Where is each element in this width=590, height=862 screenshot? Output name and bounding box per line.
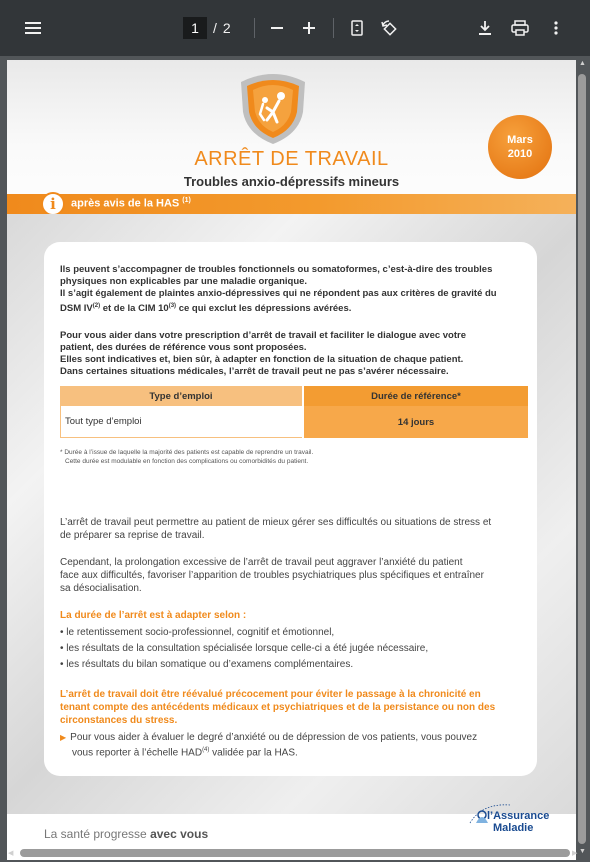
table-header-row xyxy=(60,386,528,406)
document-viewport xyxy=(0,56,590,862)
toolbar-divider xyxy=(333,18,334,38)
list-item: • les résultats du bilan somatique ou d’examens complémentaires. xyxy=(60,659,354,670)
had-text: validée par la HAS. xyxy=(209,747,298,759)
scroll-left-arrow[interactable]: ◀ xyxy=(8,850,14,857)
date-badge xyxy=(488,115,552,179)
page-total: 2 xyxy=(222,20,231,36)
table-header-employment: Type d’emploi xyxy=(60,386,302,406)
am-line: Maladie xyxy=(493,822,534,834)
page-number-input[interactable]: 1 xyxy=(183,17,207,39)
zoom-in-icon[interactable] xyxy=(299,18,319,38)
scroll-right-arrow[interactable]: ▶ xyxy=(572,850,578,857)
table-row xyxy=(60,406,528,438)
intro-line: physiques non explicables par une maladie organique. xyxy=(60,276,308,287)
print-icon[interactable] xyxy=(510,18,530,38)
info-icon: i xyxy=(41,192,65,216)
page-separator: / xyxy=(213,20,217,36)
pdf-toolbar xyxy=(0,0,590,56)
body-line: face aux difficultés, favoriser l’apparition de troubles psychiatriques plus spécifiques et entraîner xyxy=(60,570,484,581)
date-badge-month: Mars xyxy=(507,134,533,146)
benefit-paragraph xyxy=(60,516,491,542)
ref-3: (3) xyxy=(168,303,177,309)
footnote-line: Cette durée est modulable en fonction des complications ou comorbidités du patient. xyxy=(65,458,309,465)
intro-line: Il s’agit également de plaintes anxio-dépressives qui ne répondent pas aux critères de gravité du xyxy=(60,288,497,299)
reevaluation-heading xyxy=(60,688,495,727)
date-badge-year: 2010 xyxy=(507,148,533,160)
arrow-icon: ▶ xyxy=(60,733,67,742)
table-header-duration: Durée de référence* xyxy=(302,386,528,406)
risk-paragraph xyxy=(60,556,484,595)
duration-table xyxy=(60,386,528,438)
zoom-out-icon[interactable] xyxy=(267,18,287,38)
reeval-line: L’arrêt de travail doit être réévalué précocement pour éviter le passage à la chronicité en xyxy=(60,689,481,700)
intro-line xyxy=(60,300,497,315)
reeval-line: tenant compte des antécédents médicaux et psychiatriques et de la persistance ou non des xyxy=(60,702,496,713)
am-line: l’Assurance xyxy=(487,810,550,822)
dsm-text: DSM IV xyxy=(60,303,93,315)
had-line xyxy=(60,744,510,759)
help-line: Dans certaines situations médicales, l’arrêt de travail peut ne pas s’avérer nécessaire. xyxy=(60,366,449,377)
worker-shield-logo xyxy=(233,68,313,148)
rotate-icon[interactable] xyxy=(379,18,399,38)
reeval-line: circonstances du stress. xyxy=(60,715,178,726)
toolbar-divider xyxy=(254,18,255,38)
help-line: patient, des durées de référence vous sont proposées. xyxy=(60,342,307,353)
vertical-scrollbar-thumb[interactable] xyxy=(578,74,586,844)
fit-page-icon[interactable] xyxy=(347,18,367,38)
table-cell-employment: Tout type d’emploi xyxy=(60,406,302,438)
document-subtitle: Troubles anxio-dépressifs mineurs xyxy=(183,174,400,189)
band-ref: (1) xyxy=(182,197,191,204)
band-label: après avis de la HAS xyxy=(71,197,180,210)
table-cell-duration: 14 jours xyxy=(302,406,528,438)
menu-icon[interactable] xyxy=(23,18,43,38)
list-item-text: les résultats de la consultation spécialisée lorsque celle-ci a été jugée nécessaire, xyxy=(66,643,429,654)
list-item-text: les résultats du bilan somatique ou d’examens complémentaires. xyxy=(66,659,354,670)
adapt-heading: La durée de l’arrêt est à adapter selon : xyxy=(60,610,247,621)
body-line: L’arrêt de travail peut permettre au patient de mieux gérer ses difficultés ou situations de stress et xyxy=(60,517,492,528)
band-text xyxy=(71,197,191,210)
slogan-prefix: La santé progresse xyxy=(44,827,147,841)
pdf-page xyxy=(7,60,576,860)
help-line: Pour vous aider dans votre prescription d’arrêt de travail et faciliter le dialogue avec votre xyxy=(60,330,466,341)
had-text: Pour vous aider à évaluer le degré d’anxiété ou de dépression de vos patients, vous pouvez xyxy=(70,732,478,743)
list-item-text: le retentissement socio-professionnel, cognitif et émotionnel, xyxy=(66,627,335,638)
download-icon[interactable] xyxy=(475,18,495,38)
intro-paragraph xyxy=(60,264,497,315)
body-line: Cependant, la prolongation excessive de l’arrêt de travail peut aggraver l’anxiété du patient xyxy=(60,557,463,568)
intro-line: Ils peuvent s’accompagner de troubles fonctionnels ou somatoformes, c’est-à-dire des troubles xyxy=(60,264,493,275)
body-line: sa désocialisation. xyxy=(60,583,142,594)
page-indicator xyxy=(183,17,231,39)
footnote-line: * Durée à l’issue de laquelle la majorité des patients est capable de reprendre un travail. xyxy=(60,449,314,456)
more-options-icon[interactable] xyxy=(546,18,566,38)
horizontal-scrollbar-thumb[interactable] xyxy=(20,849,570,857)
table-footnote xyxy=(60,448,313,466)
list-item: • les résultats de la consultation spécialisée lorsque celle-ci a été jugée nécessaire, xyxy=(60,643,429,654)
footer-slogan xyxy=(44,827,208,841)
cim-text: et de la CIM 10 xyxy=(100,303,169,315)
had-text: vous reporter à l’échelle HAD xyxy=(72,747,203,759)
scroll-down-arrow[interactable]: ▼ xyxy=(579,848,586,855)
list-item: • le retentissement socio-professionnel, cognitif et émotionnel, xyxy=(60,627,335,638)
help-line: Elles sont indicatives et, bien sûr, à adapter en fonction de la situation de chaque patient. xyxy=(60,354,464,365)
slogan-bold: avec vous xyxy=(150,827,209,841)
body-line: de préparer sa reprise de travail. xyxy=(60,530,205,541)
adapt-list xyxy=(60,625,428,673)
ref-4: (4) xyxy=(202,747,210,753)
ref-2: (2) xyxy=(92,303,101,309)
had-line xyxy=(60,731,510,744)
assurance-maladie-wordmark xyxy=(487,810,549,834)
had-scale-note xyxy=(60,731,510,759)
exclusion-text: ce qui exclut les dépressions avérées. xyxy=(176,303,352,315)
help-paragraph xyxy=(60,330,466,378)
document-title: ARRÊT DE TRAVAIL xyxy=(194,148,389,170)
scroll-up-arrow[interactable]: ▲ xyxy=(579,60,586,67)
